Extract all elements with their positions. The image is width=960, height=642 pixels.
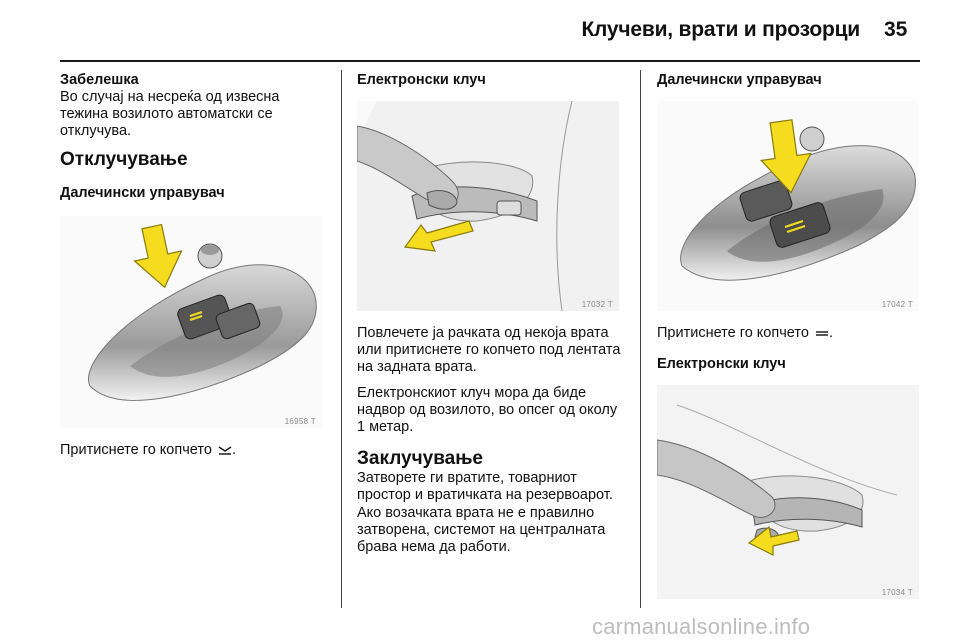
figure-code: 17042 T	[881, 300, 913, 309]
figure-door-handle	[357, 101, 619, 311]
instruction-press-lock: Притиснете го копчето .	[657, 325, 833, 341]
remote-key-illustration	[60, 216, 322, 428]
column-divider-1	[341, 70, 342, 608]
page-header-title: Клучеви, врати и прозорци	[581, 18, 860, 41]
figure-remote-lock	[657, 101, 919, 311]
subheading-remote-control: Далечински управувач	[657, 72, 822, 88]
instruction-press-unlock: Притиснете го копчето .	[60, 441, 236, 458]
figure-code: 17032 T	[581, 300, 613, 309]
figure-code: 16958 T	[284, 416, 316, 426]
section-heading-unlocking: Отклучување	[60, 148, 188, 170]
subheading-electronic-key: Електронски клуч	[657, 356, 786, 373]
instruction-text: Притиснете го копчето	[60, 441, 212, 458]
column-divider-2	[640, 70, 641, 608]
note-title: Забелешка	[60, 72, 139, 88]
watermark: carmanualsonline.info	[592, 614, 811, 639]
door-handle-illustration	[357, 101, 619, 311]
remote-key-lock-illustration	[657, 101, 919, 311]
instruction-text: Притиснете го копчето	[657, 325, 809, 341]
page-number: 35	[884, 18, 908, 41]
column-middle	[357, 72, 627, 556]
figure-code: 17034 T	[881, 588, 913, 598]
section-heading-locking: Заклучување	[357, 448, 483, 470]
subheading-electronic-key: Електронски клуч	[357, 72, 486, 88]
paragraph-key-range: Електронскиот клуч мора да биде надвор од возилото, во опсег од околу 1 метар.	[357, 384, 618, 436]
figure-lock-button-handle	[657, 385, 919, 599]
note-text: Во случај на несреќа од извесна тежина возилото автоматски се отклучува.	[60, 89, 280, 140]
header-rule	[60, 60, 920, 62]
lock-button-icon	[815, 328, 829, 338]
column-left	[60, 72, 328, 459]
paragraph-close-doors: Затворете ги вратите, товарниот простор и вратичката на резервоарот. Ако возачката врата не е правилно затворена, системот на централната брава нема да работи.	[357, 470, 613, 556]
subheading-remote-control: Далечински управувач	[60, 184, 225, 201]
paragraph-pull-handle: Повлечете ја рачката од некоја врата или притиснете го копчето под лентата на задната врата.	[357, 325, 621, 376]
unlock-button-icon	[218, 445, 232, 455]
figure-remote-unlock	[60, 216, 322, 428]
door-handle-lock-illustration	[657, 385, 919, 599]
column-right	[657, 72, 925, 599]
arrow-down-icon	[128, 221, 188, 292]
